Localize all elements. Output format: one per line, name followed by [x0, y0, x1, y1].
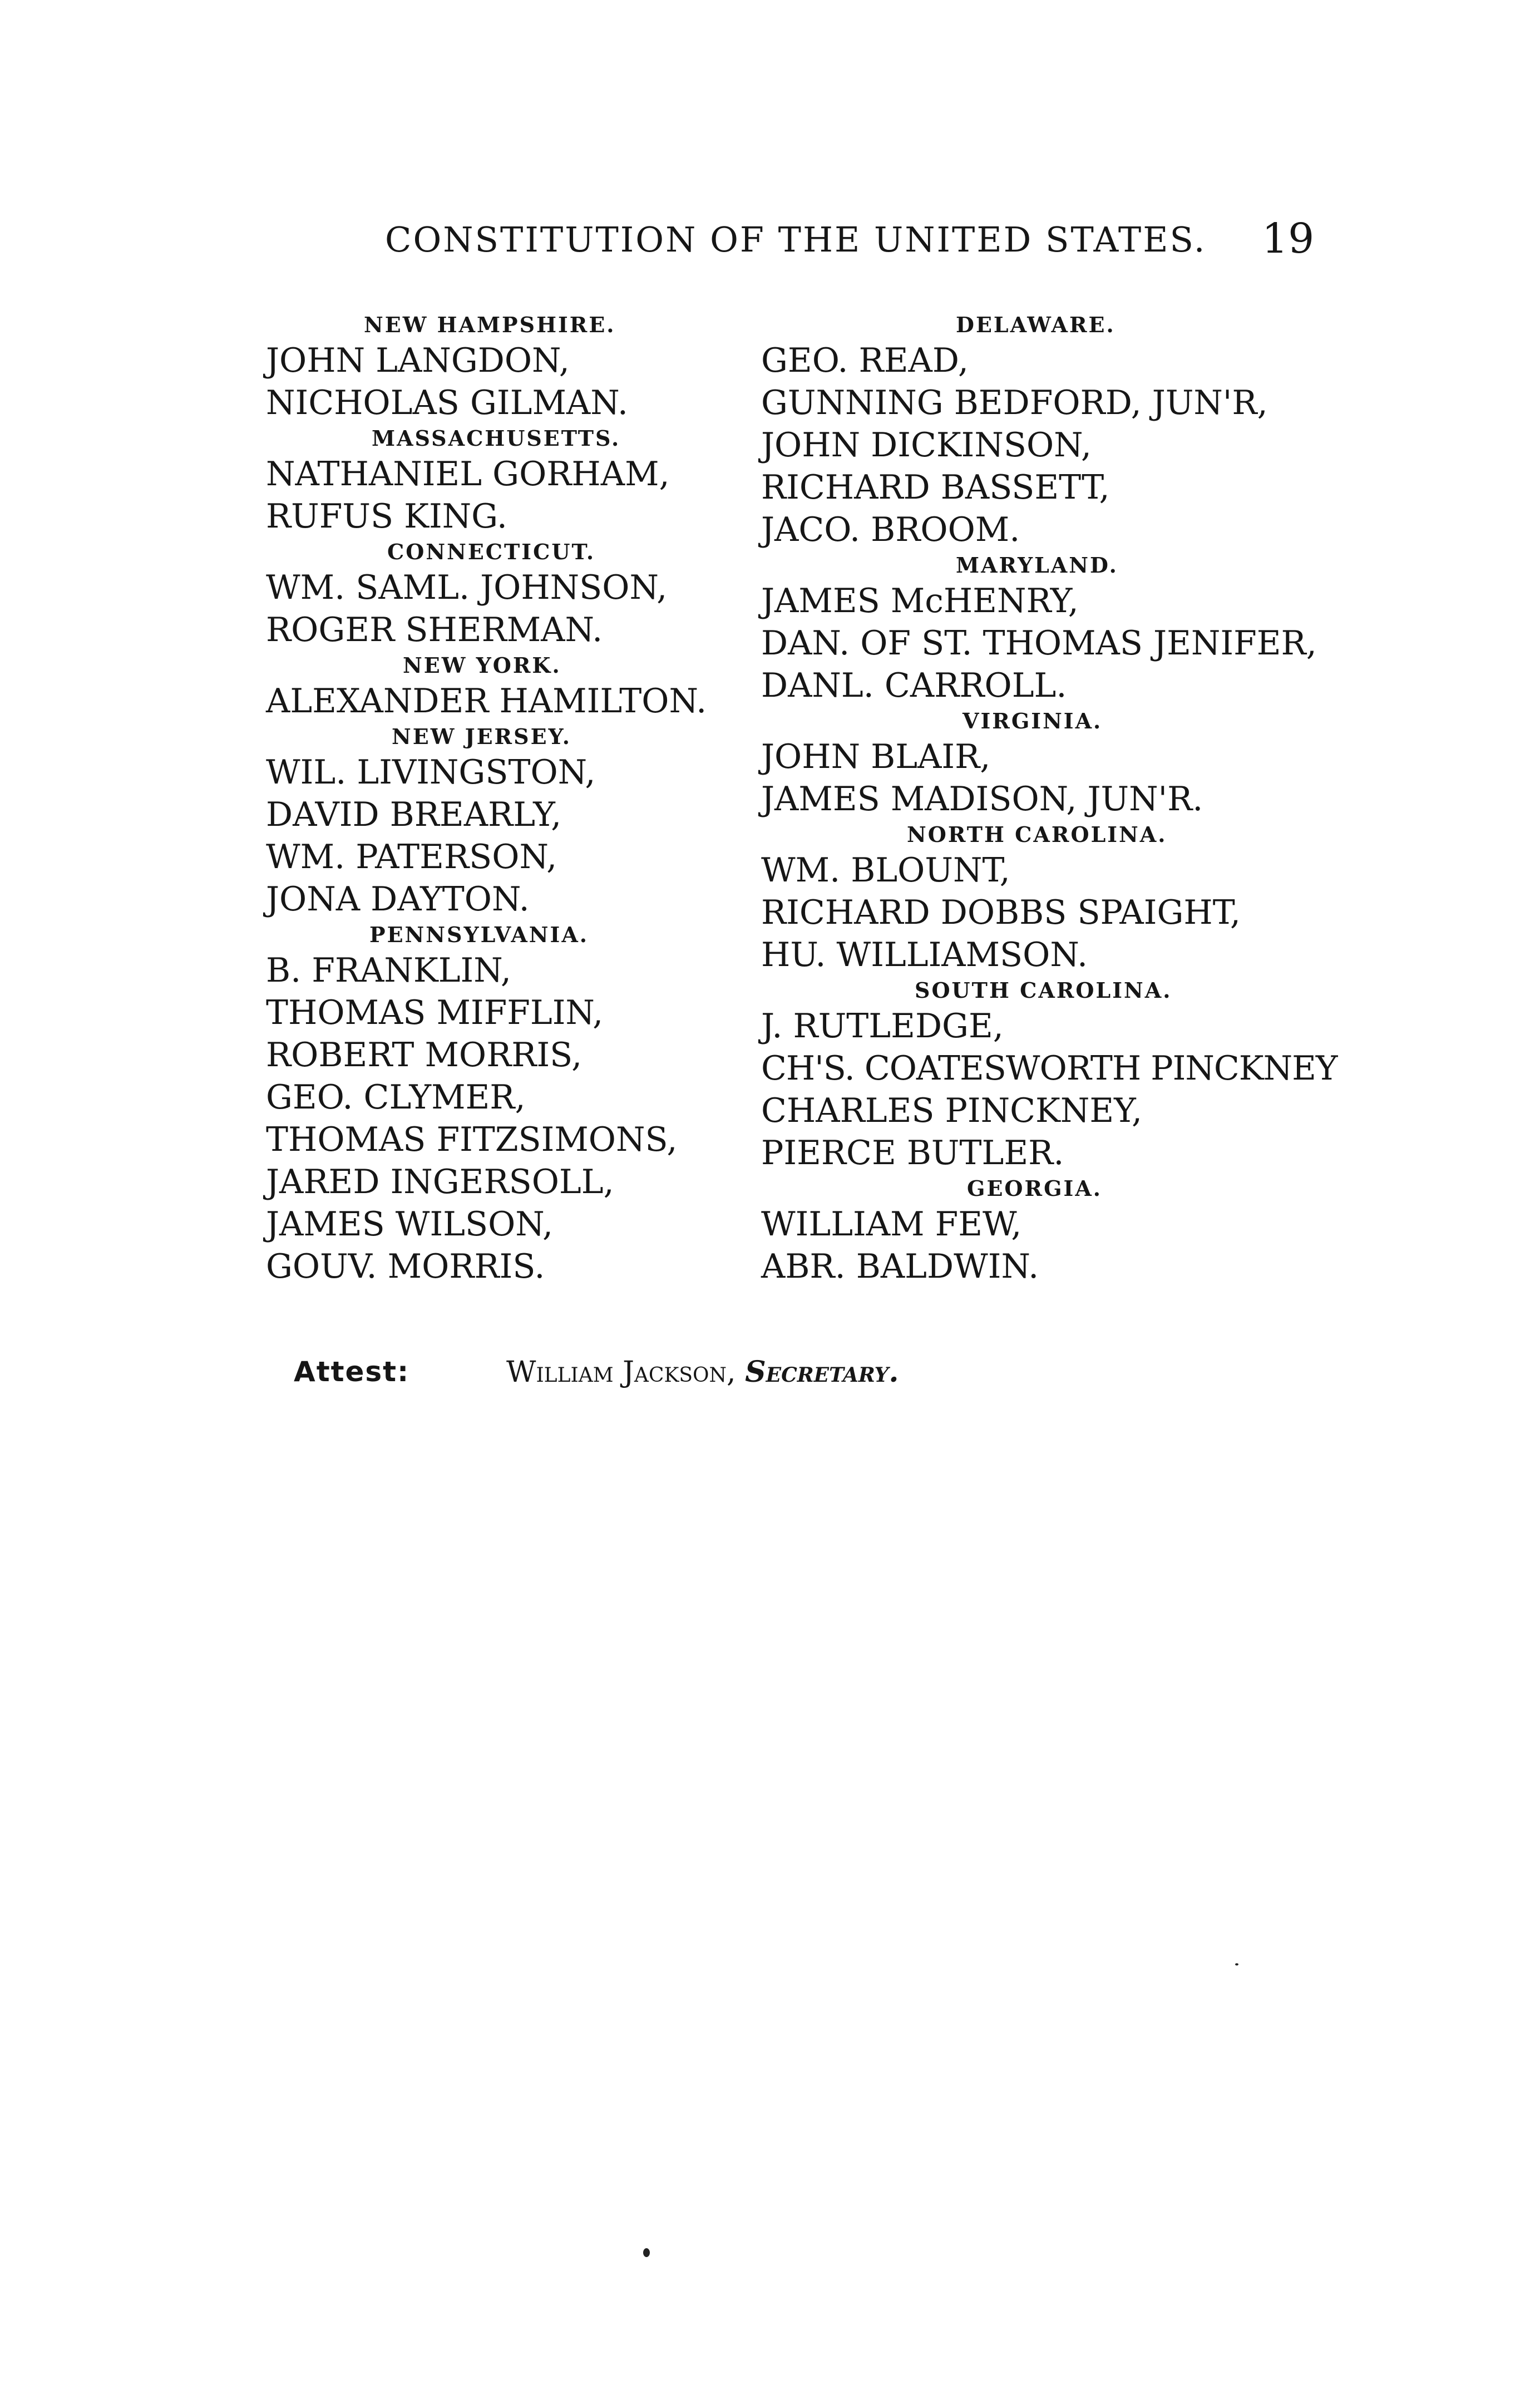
state-heading-delaware: DELAWARE.: [956, 312, 1115, 337]
signer-name: J. RUTLEDGE,: [761, 1007, 1004, 1046]
signer-name: RUFUS KING.: [266, 497, 508, 536]
signer-name: RICHARD DOBBS SPAIGHT,: [761, 893, 1241, 932]
signer-name: ROBERT MORRIS,: [266, 1036, 583, 1075]
running-title: CONSTITUTION OF THE UNITED STATES.: [385, 219, 1207, 260]
state-heading-new-york: NEW YORK.: [403, 653, 561, 678]
signer-name: GUNNING BEDFORD, JUN'R,: [761, 383, 1268, 422]
state-heading-maryland: MARYLAND.: [956, 553, 1118, 578]
signer-name: DAN. OF ST. THOMAS JENIFER,: [761, 624, 1317, 663]
state-heading-new-hampshire: NEW HAMPSHIRE.: [364, 312, 616, 337]
attestation-line: [294, 1355, 899, 1389]
left-signatory-column: [266, 311, 744, 1288]
signer-name: JARED INGERSOLL,: [266, 1162, 614, 1201]
signer-name: JAMES McHENRY,: [761, 582, 1079, 620]
signer-name: HU. WILLIAMSON.: [761, 935, 1088, 974]
attest-name: William Jackson,: [506, 1356, 736, 1389]
signer-name: WM. PATERSON,: [266, 838, 557, 876]
state-heading-pennsylvania: PENNSYLVANIA.: [369, 922, 589, 947]
state-heading-north-carolina: NORTH CAROLINA.: [907, 822, 1167, 847]
signer-name: CH'S. COATESWORTH PINCKNEY: [761, 1049, 1337, 1088]
signer-name: WM. BLOUNT,: [761, 851, 1010, 890]
signer-name: GEO. READ,: [761, 341, 969, 380]
page-number: 19: [1262, 215, 1315, 263]
signer-name: NICHOLAS GILMAN.: [266, 383, 628, 422]
signer-name: JOHN LANGDON,: [266, 341, 570, 380]
signer-name: ROGER SHERMAN.: [266, 610, 603, 649]
signer-name: WIL. LIVINGSTON,: [266, 753, 596, 792]
ink-speck: [643, 2248, 650, 2257]
signer-name: JAMES WILSON,: [266, 1205, 554, 1244]
state-heading-connecticut: CONNECTICUT.: [387, 539, 596, 564]
signer-name: WILLIAM FEW,: [761, 1205, 1022, 1244]
attest-label: Attest:: [294, 1356, 410, 1388]
attest-signature: [506, 1355, 899, 1389]
right-signatory-column: [761, 311, 1337, 1288]
signer-name: JAMES MADISON, JUN'R.: [761, 780, 1203, 819]
signer-name: JOHN BLAIR,: [761, 737, 991, 776]
signer-name: THOMAS MIFFLIN,: [266, 993, 604, 1032]
state-heading-south-carolina: SOUTH CAROLINA.: [915, 978, 1172, 1003]
signer-name: CHARLES PINCKNEY,: [761, 1091, 1143, 1130]
signer-name: NATHANIEL GORHAM,: [266, 455, 670, 494]
attest-title: Secretary.: [745, 1355, 899, 1389]
ink-speck: [1235, 1963, 1238, 1965]
signer-name: DANL. CARROLL.: [761, 666, 1067, 705]
signer-name: GOUV. MORRIS.: [266, 1247, 545, 1286]
signer-name: PIERCE BUTLER.: [761, 1134, 1064, 1173]
signer-name: RICHARD BASSETT,: [761, 468, 1110, 507]
signer-name: THOMAS FITZSIMONS,: [266, 1120, 678, 1159]
signer-name: JONA DAYTON.: [266, 880, 530, 919]
signer-name: B. FRANKLIN,: [266, 951, 511, 990]
signer-name: ALEXANDER HAMILTON.: [266, 682, 707, 721]
signer-name: DAVID BREARLY,: [266, 795, 562, 834]
state-heading-massachusetts: MASSACHUSETTS.: [372, 426, 621, 451]
state-heading-virginia: VIRGINIA.: [962, 708, 1103, 733]
signer-name: ABR. BALDWIN.: [761, 1247, 1039, 1286]
signer-name: WM. SAML. JOHNSON,: [266, 568, 668, 607]
state-heading-georgia: GEORGIA.: [967, 1176, 1103, 1201]
state-heading-new-jersey: NEW JERSEY.: [392, 724, 571, 749]
signer-name: JACO. BROOM.: [761, 510, 1020, 549]
signer-name: JOHN DICKINSON,: [761, 426, 1092, 465]
signer-name: GEO. CLYMER,: [266, 1078, 526, 1117]
